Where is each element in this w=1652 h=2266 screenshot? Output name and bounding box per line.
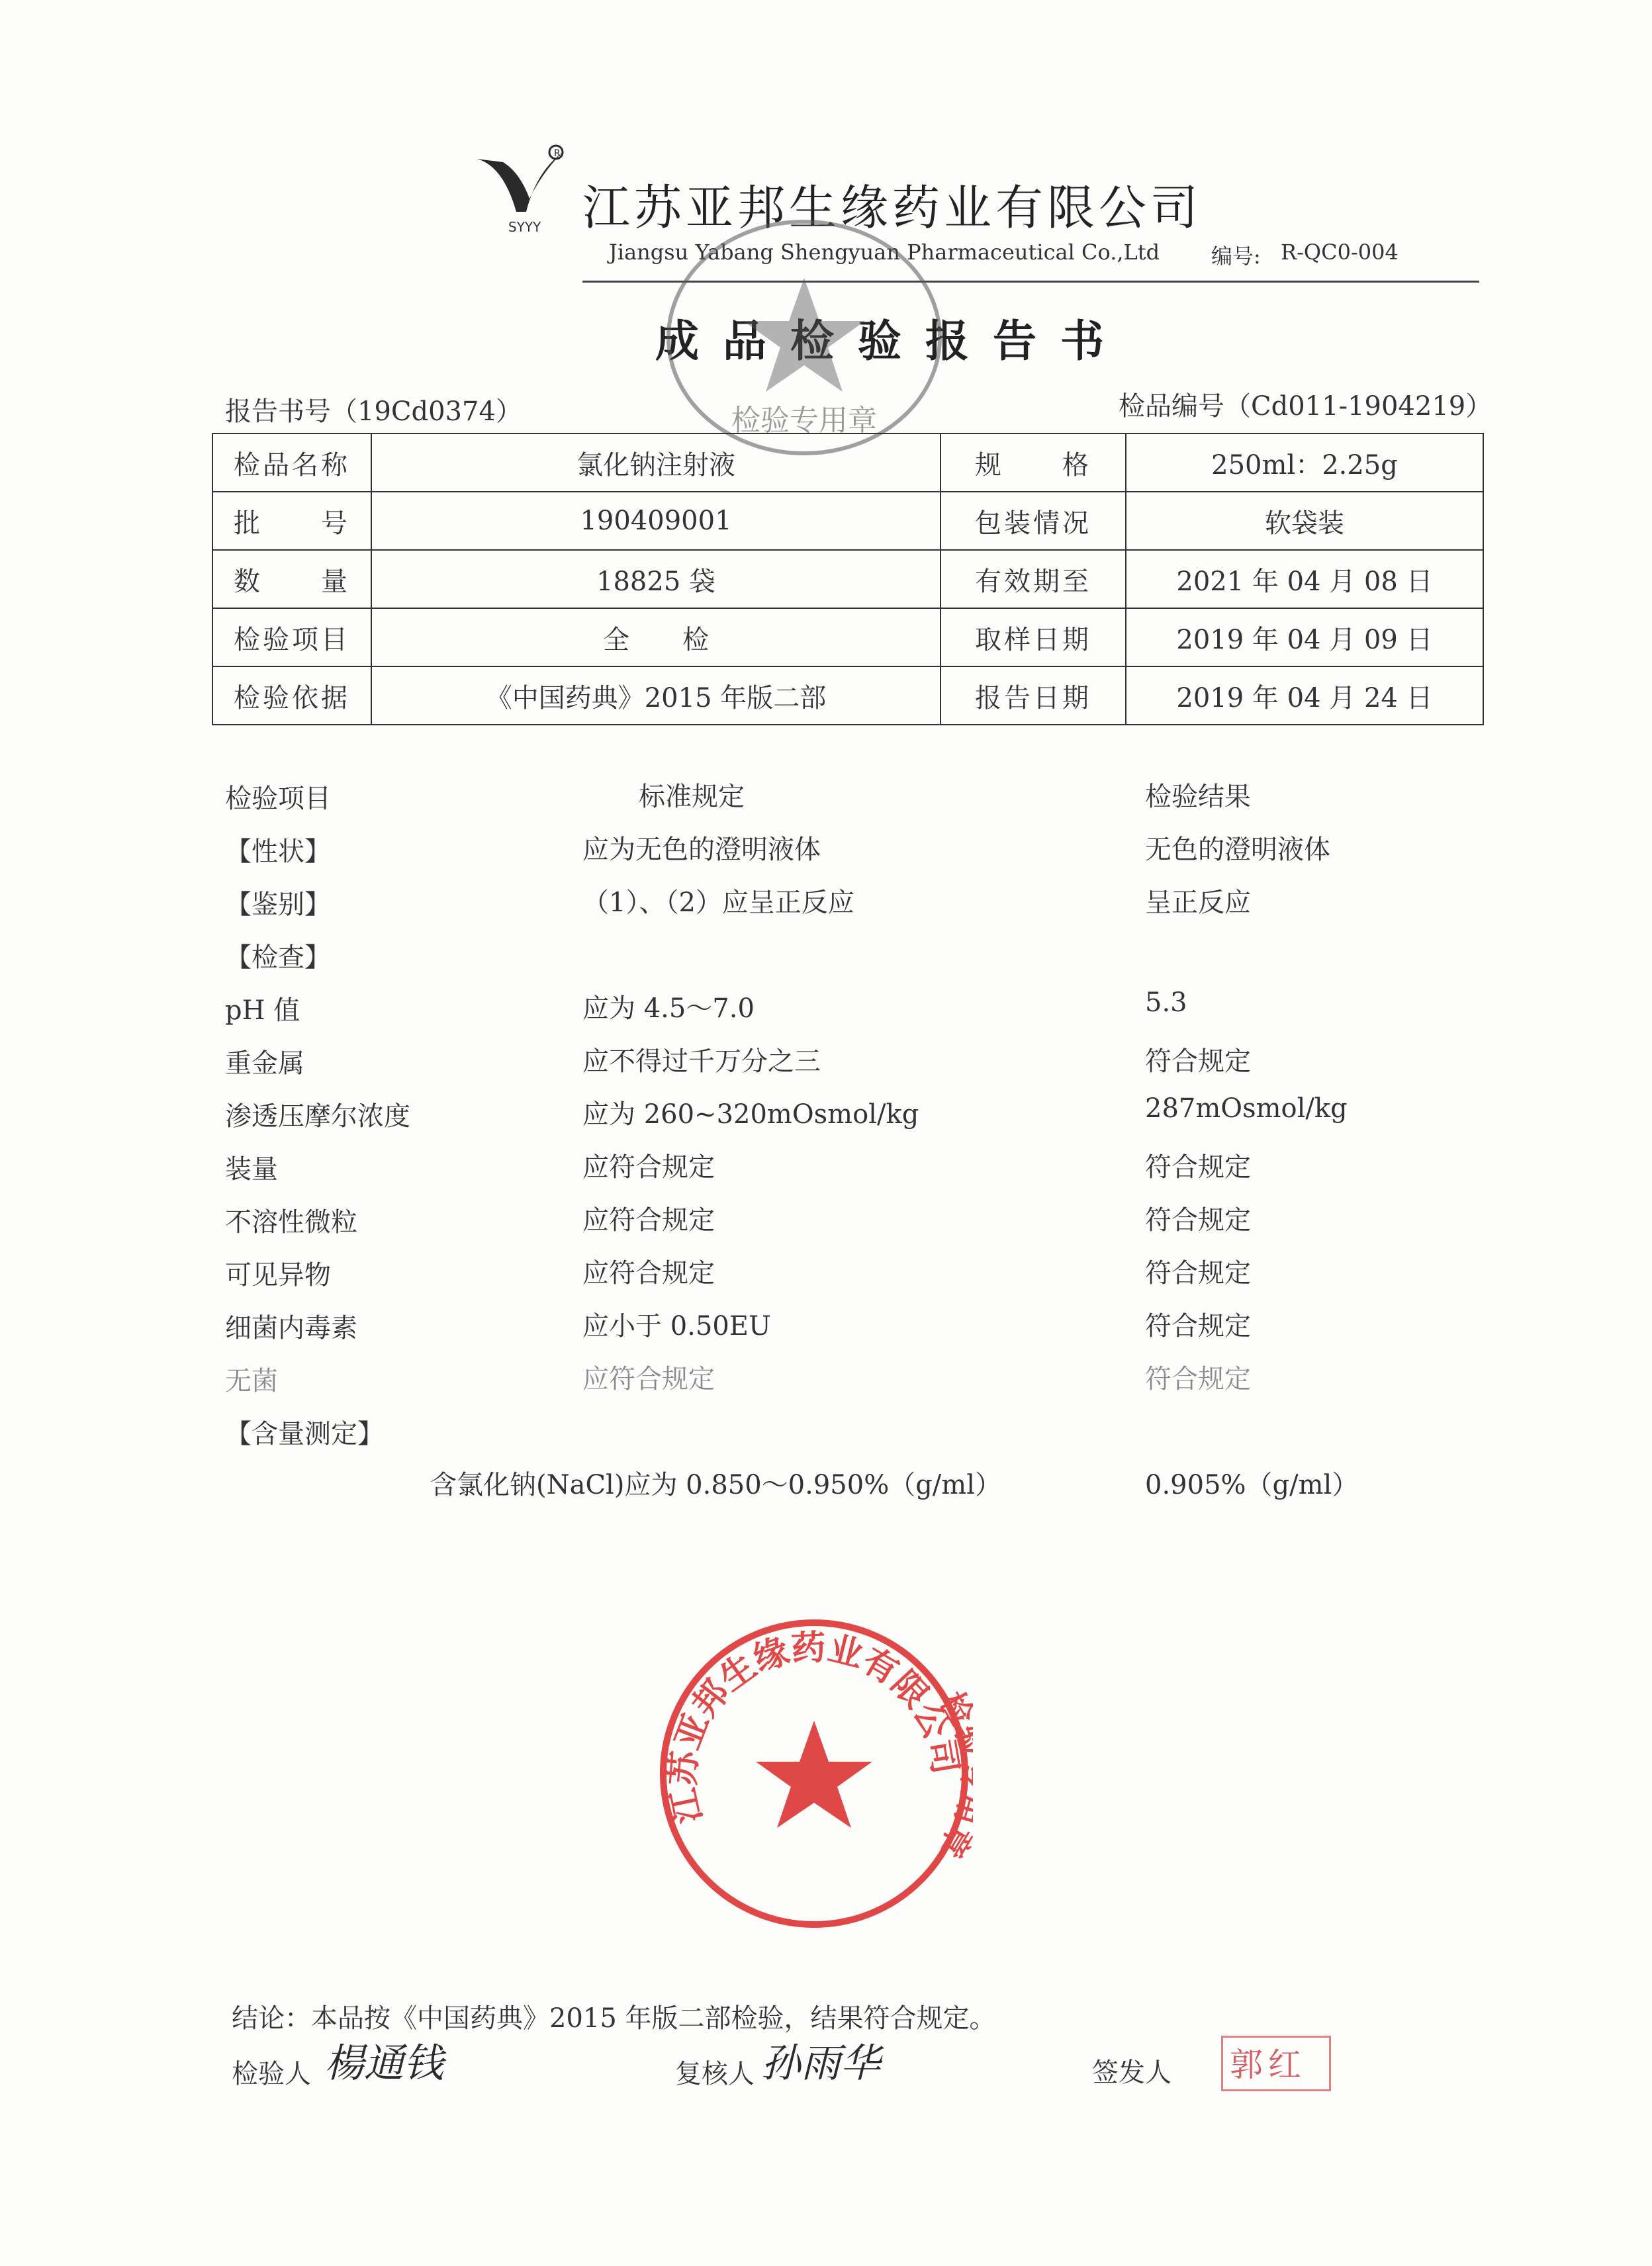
info-label: 数 量 [212, 550, 371, 608]
info-label: 有效期至 [941, 550, 1126, 608]
info-label: 检验项目 [212, 608, 371, 666]
tests-header-result: 检验结果 [1145, 782, 1251, 812]
company-name-en: Jiangsu Yabang Shengyuan Pharmaceutical Co.,Ltd [609, 240, 1160, 265]
info-value: 2021 年 04 月 08 日 [1126, 550, 1483, 608]
issuer-name-stamp: 郭红 [1230, 2046, 1307, 2084]
sample-number: 检品编号（Cd011-1904219） [1119, 391, 1492, 422]
test-standard: 应为 4.5～7.0 [582, 993, 755, 1024]
test-result: 符合规定 [1145, 1046, 1251, 1077]
test-result: 符合规定 [1145, 1258, 1251, 1289]
issuer-label: 签发人 [1092, 2058, 1171, 2088]
test-standard: 应符合规定 [582, 1152, 715, 1183]
test-result: 符合规定 [1145, 1152, 1251, 1183]
table-row [212, 608, 1483, 666]
test-item: 渗透压摩尔浓度 [225, 1101, 410, 1132]
table-row [212, 433, 1483, 492]
info-value: 2019 年 04 月 24 日 [1126, 666, 1483, 725]
assay-result: 0.905%（g/ml） [1145, 1470, 1359, 1500]
svg-text:R: R [554, 148, 561, 159]
test-result: 呈正反应 [1145, 887, 1251, 918]
doc-number-label: 编号: [1211, 244, 1261, 269]
test-result: 无色的澄明液体 [1145, 835, 1330, 865]
test-standard: 应小于 0.50EU [582, 1311, 771, 1341]
info-value: 《中国药典》2015 年版二部 [371, 666, 941, 725]
test-item: 【含量测定】 [225, 1419, 384, 1449]
test-standard: 应不得过千万分之三 [582, 1046, 821, 1077]
test-item: 重金属 [225, 1048, 304, 1079]
report-number: 报告书号（19Cd0374） [225, 396, 522, 427]
table-row [212, 666, 1483, 725]
tests-header-item: 检验项目 [225, 784, 331, 814]
info-value: 全 检 [371, 608, 941, 666]
info-table [212, 433, 1484, 725]
test-item: 细菌内毒素 [225, 1313, 357, 1343]
test-result: 符合规定 [1145, 1364, 1251, 1394]
doc-number: R-QC0-004 [1281, 240, 1399, 265]
test-item: 【鉴别】 [225, 889, 331, 920]
info-value: 250ml：2.25g [1126, 433, 1483, 492]
inspector-label: 检验人 [232, 2059, 311, 2089]
test-result: 符合规定 [1145, 1205, 1251, 1236]
test-item: 装量 [225, 1154, 278, 1185]
seal-ring-text: 江苏亚邦生缘药业有限公司 [663, 1627, 966, 1827]
info-value: 190409001 [371, 492, 941, 550]
info-label: 报告日期 [941, 666, 1126, 725]
logo-text: SYYY [508, 219, 541, 235]
test-standard: （1）、（2）应呈正反应 [582, 887, 854, 918]
reviewer-label: 复核人 [675, 2059, 755, 2089]
info-label: 检品名称 [212, 433, 371, 492]
grey-stamp-text: 检验专用章 [731, 404, 877, 437]
info-value: 2019 年 04 月 09 日 [1126, 608, 1483, 666]
test-standard: 应为无色的澄明液体 [582, 835, 821, 865]
inspector-signature: 楊通钱 [324, 2040, 443, 2087]
table-row [212, 492, 1483, 550]
test-standard: 应符合规定 [582, 1205, 715, 1236]
info-label: 取样日期 [941, 608, 1126, 666]
inspection-stamp-grey [659, 212, 950, 463]
info-value: 氯化钠注射液 [371, 433, 941, 492]
info-value: 软袋装 [1126, 492, 1483, 550]
conclusion: 结论：本品按《中国药典》2015 年版二部检验，结果符合规定。 [232, 2003, 996, 2034]
tests-header-standard: 标准规定 [639, 782, 745, 812]
company-name-cn: 江苏亚邦生缘药业有限公司 [582, 180, 1203, 236]
report-title: 成品检验报告书 [655, 316, 1128, 367]
assay-standard: 含氯化钠(NaCl)应为 0.850～0.950%（g/ml） [430, 1470, 1002, 1500]
test-item: 【性状】 [225, 837, 331, 867]
test-item: 可见异物 [225, 1260, 331, 1291]
test-item: 【检查】 [225, 942, 331, 973]
reviewer-signature: 孙雨华 [761, 2040, 880, 2087]
test-result: 符合规定 [1145, 1311, 1251, 1341]
test-standard: 应为 260~320mOsmol/kg [582, 1099, 919, 1130]
test-result: 5.3 [1145, 987, 1187, 1018]
test-standard: 应符合规定 [582, 1258, 715, 1289]
info-label: 检验依据 [212, 666, 371, 725]
company-seal-red [655, 1615, 973, 1932]
test-result: 287mOsmol/kg [1145, 1093, 1348, 1124]
info-label: 包装情况 [941, 492, 1126, 550]
info-value: 18825 袋 [371, 550, 941, 608]
test-item: 无菌 [225, 1366, 278, 1396]
test-standard: 应符合规定 [582, 1364, 715, 1394]
test-item: pH 值 [225, 995, 300, 1026]
info-label: 规 格 [941, 433, 1126, 492]
company-logo [463, 132, 596, 238]
table-row [212, 550, 1483, 608]
info-label: 批 号 [212, 492, 371, 550]
test-item: 不溶性微粒 [225, 1207, 357, 1238]
